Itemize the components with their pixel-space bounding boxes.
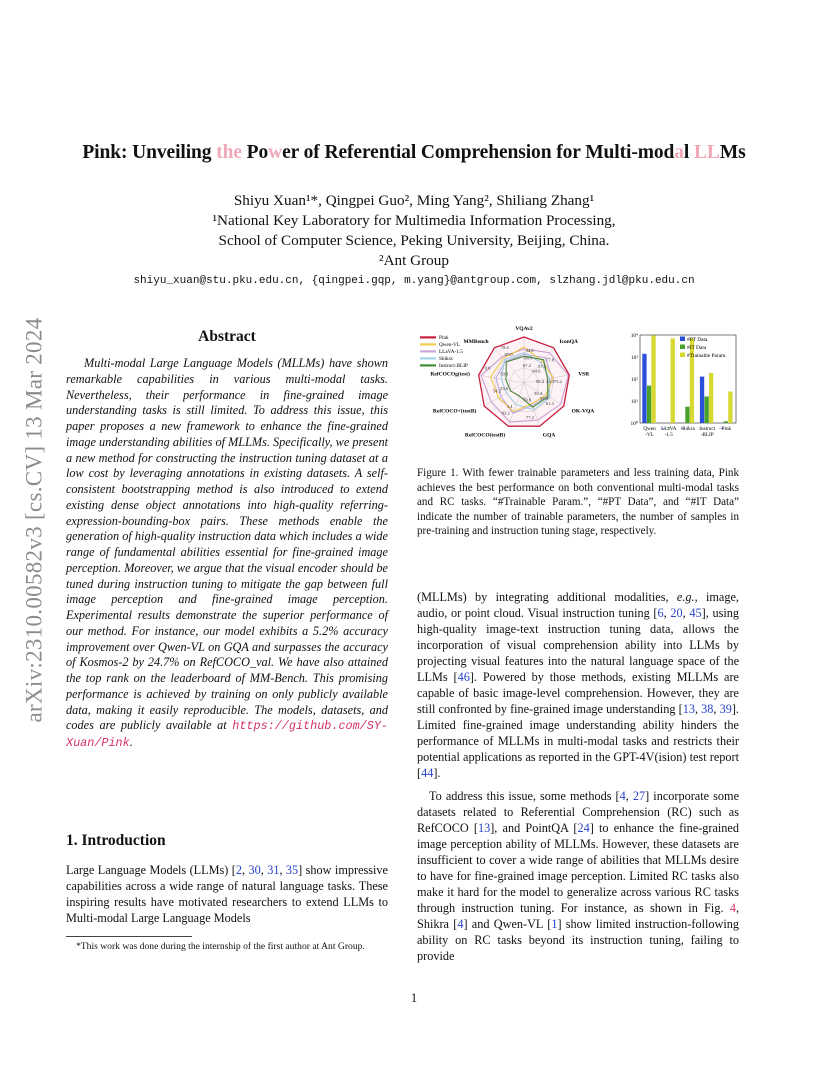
bar-x-tick: -VL — [645, 432, 654, 438]
bar — [700, 377, 704, 423]
intro-paragraph-right-1: (MLLMs) by integrating additional modalities, e.g., image, audio, or point cloud. Visual instruction tuning [6, 20, 45], using high-quality image-text instruction tuning data, allows the incorporation of visual comprehension ability into LLMs by projecting visual features into the natural language space of the LLMs [46]. Powered by those methods, existing MLLMs are capable of basic image-level comprehension. However, they are still confronted by fine-grained image understanding [13, 38, 39]. Limited fine-grained image understanding ability hinders the performance of MLLMs in multi-modal tasks and restricts their potential applications as reported in the GPT-4V(ision) test report [44]. — [417, 590, 740, 780]
radar-value-label: 79.8 — [523, 397, 532, 403]
radar-legend-label: Shikra — [439, 356, 453, 362]
radar-value-label: 87.0 — [504, 351, 513, 357]
bar — [728, 392, 732, 424]
bar — [705, 397, 709, 424]
radar-legend-label: LLaVA-1.5 — [439, 349, 463, 355]
bar-y-tick: 10⁰ — [630, 420, 638, 427]
radar-legend-label: Qwen-VL — [439, 342, 461, 348]
affiliation-1b: School of Computer Science, Peking University, Beijing, China. — [218, 232, 610, 249]
radar-value-label: 83.2 — [501, 410, 510, 416]
bar-x-tick: Shikra — [681, 426, 695, 432]
bar-x-tick: -1.5 — [664, 432, 673, 438]
radar-value-label: 86.4 — [536, 379, 545, 385]
citation[interactable]: 6 — [657, 606, 664, 620]
radar-axis-label: VSR — [578, 371, 590, 378]
radar-value-label: 84.8 — [525, 348, 534, 354]
radar-value-label: 54.2 — [492, 388, 501, 394]
radar-axis-label: RefCOCO+(testB) — [432, 408, 477, 415]
citation[interactable]: 4 — [619, 789, 626, 803]
radar-value-label: 53.6 — [500, 386, 509, 392]
author-block — [40, 191, 788, 271]
bar-legend-label: #Trainable Param. — [687, 353, 727, 359]
radar-axis-label: RefCOCOg(test) — [430, 371, 470, 378]
citation[interactable]: 45 — [689, 606, 702, 620]
bar — [671, 338, 675, 423]
bar-x-tick: Qwen — [643, 426, 656, 432]
radar-axis-label: OK-VQA — [571, 408, 595, 415]
radar-value-label: 67.2 — [522, 363, 531, 369]
radar-value-label: 3.4 — [506, 403, 513, 409]
citation[interactable]: 1 — [551, 917, 558, 931]
radar-value-label: 61.4 — [545, 400, 554, 406]
radar-axis-label: RefCOCO(testB) — [464, 432, 506, 439]
radar-value-label: 77.8 — [545, 357, 555, 363]
citation[interactable]: 46 — [457, 670, 470, 684]
intro-paragraph-right-2: To address this issue, some methods [4, 27] incorporate some datasets related to Referential Comprehension (RC) such as RefCOCO [13], and PointQA [24] to enhance the fine-grained image perception ability of MLLMs. However, these datasets are insufficient to cover a wide range of abilities that MLLMs desire to have for fine-grained image perception. Limited RC tasks also make it hard for the model to generalize across various RC tasks through instruction tuning. For instance, as shown in Fig. 4, Shikra [4] and Qwen-VL [1] show limited instruction-following ability on RC tasks beyond its instruction tuning, failing to provide — [417, 789, 740, 963]
radar-value-label: 39.4 — [534, 391, 543, 397]
radar-axis-label: MMBench — [463, 338, 489, 345]
bar — [685, 407, 689, 423]
abstract-body: Multi-modal Large Language Models (MLLMs) have shown remarkable capabilities in various multi-modal tasks. Nevertheless, their performance in fine-grained image understanding tasks is still limited. To address this issue, this paper proposes a new framework to enhance the fine-grained image understanding abilities of MLLMs. Specifically, we present a new method for constructing the instruction tuning dataset at a low cost by leveraging annotations in existing datasets. A self-consistent bootstrapping method is also introduced to extend existing dense object annotations into high-quality referring-expression-bounding-box pairs. These methods enable the generation of high-quality instruction data which includes a wide range of fundamental abilities essential for fine-grained image perception. Moreover, we argue that the visual encoder should be tuned during instruction tuning to mitigate the gap between full image perception and fine-grained image perception. Experimental results demonstrate the superior performance of our method. For instance, our model exhibits a 5.2% accuracy improvement over Qwen-VL on GQA and surpasses the accuracy of Kosmos-2 by 24.7% on RefCOCO_val. We have also attained the top rank on the leaderboard of MM-Bench. This promising performance is achieved by training on only publicly available data, making it easily reproducible. The models, datasets, and codes are publicly available at https://github.com/SY-Xuan/Pink. — [66, 356, 388, 750]
bar — [690, 338, 694, 423]
radar-axis-label: GQA — [542, 432, 556, 439]
bar-x-tick: Pink — [721, 426, 732, 432]
bar-legend-label: #IT Data — [687, 345, 707, 351]
radar-value-label: 57.8 — [539, 396, 549, 401]
abstract-heading: Abstract — [198, 328, 256, 345]
page-number: 1 — [410, 991, 418, 1005]
radar-value-label: 64.6 — [532, 368, 541, 374]
intro-heading: 1. Introduction — [66, 832, 166, 849]
intro-paragraph-left: Large Language Models (LLMs) [2, 30, 31, 35] show impressive capabilities across a wide range of natural language tasks. These inspiring results have motivated researchers to extend LLMs to Multi-modal Large Language Models — [66, 863, 388, 925]
citation[interactable]: 2 — [235, 863, 242, 877]
bar-legend-swatch — [680, 353, 685, 358]
citation[interactable]: 39 — [719, 702, 732, 716]
bar — [724, 421, 728, 423]
bar-y-tick: 10² — [630, 376, 638, 383]
bar-y-tick: 10¹ — [630, 398, 638, 405]
footnote-rule — [66, 936, 192, 937]
figure-1 — [414, 325, 744, 455]
figure-caption: Figure 1. With fewer trainable parameters and less training data, Pink achieves the best performance on both conventional multi-modal tasks and RC tasks. “#Trainable Param.”, “#PT Data”, and “#IT Data” indicate the number of trainable parameters, the number of samples in pre-training and instruction tuning stage, respectively. — [417, 467, 739, 537]
affiliation-2: ²Ant Group — [379, 252, 449, 269]
bar-chart — [630, 333, 736, 438]
bar-legend-label: #PT Data — [687, 337, 708, 343]
footnote: *This work was done during the internship of the first author at Ant Group. — [76, 941, 365, 952]
bar — [642, 354, 646, 423]
bar-y-tick: 10⁴ — [630, 332, 638, 339]
bar-x-tick: LLaVA — [661, 426, 677, 432]
bar — [709, 373, 713, 423]
citation[interactable]: 20 — [670, 606, 683, 620]
citation[interactable]: 24 — [577, 821, 590, 835]
radar-value-label: 43.3 — [546, 379, 555, 385]
radar-chart — [420, 326, 594, 439]
arxiv-stamp: arXiv:2310.00582v3 [cs.CV] 13 Mar 2024 — [21, 317, 46, 723]
github-link[interactable]: https://github.com/SY-Xuan/Pink — [66, 719, 388, 750]
citation[interactable]: 38 — [701, 702, 714, 716]
bar-x-tick: Instruct — [699, 426, 716, 432]
radar-value-label: 66.1 — [524, 355, 533, 361]
citation[interactable]: 30 — [248, 863, 261, 877]
author-emails: shiyu_xuan@stu.pku.edu.cn, {qingpei.gqp, m.yang}@antgroup.com, slzhang.jdl@pku.edu.cn — [133, 275, 695, 287]
figure-1-graphic — [414, 325, 744, 455]
radar-value-label: 75.2 — [553, 379, 562, 385]
citation[interactable]: 13 — [682, 702, 695, 716]
radar-axis-label: VQAv2 — [515, 326, 533, 332]
bar-x-tick: -BLIP — [700, 432, 714, 438]
citation[interactable]: 44 — [421, 766, 434, 780]
radar-value-label: 0.6 — [484, 365, 491, 371]
radar-axis-label: IconQA — [559, 338, 579, 345]
citation[interactable]: 27 — [632, 789, 646, 803]
figure-reference[interactable]: 4 — [729, 901, 736, 915]
citation[interactable]: 35 — [285, 863, 299, 877]
bar-y-tick: 10³ — [630, 354, 638, 361]
radar-value-label: 57.5 — [538, 363, 547, 369]
citation[interactable]: 31 — [267, 863, 280, 877]
paper-title: Pink: Unveiling the Power of Referential Comprehension for Multi-modal LLMs — [82, 142, 746, 163]
radar-legend-label: Pink — [439, 335, 449, 341]
bar — [651, 335, 655, 423]
bar-legend-swatch — [680, 345, 685, 350]
affiliation-1: ¹National Key Laboratory for Multimedia Information Processing, — [212, 212, 616, 229]
citation[interactable]: 4 — [457, 917, 464, 931]
radar-legend-label: Instruct-BLIP — [439, 363, 468, 369]
radar-value-label: 59.8 — [500, 371, 509, 377]
bar — [647, 386, 651, 423]
author-names: Shiyu Xuan¹*, Qingpei Guo², Ming Yang², Shiliang Zhang¹ — [233, 192, 595, 209]
radar-value-label: 78.4 — [500, 345, 509, 351]
bar-legend-swatch — [680, 337, 685, 342]
radar-value-label: 77.2 — [526, 414, 535, 420]
citation[interactable]: 13 — [477, 821, 491, 835]
